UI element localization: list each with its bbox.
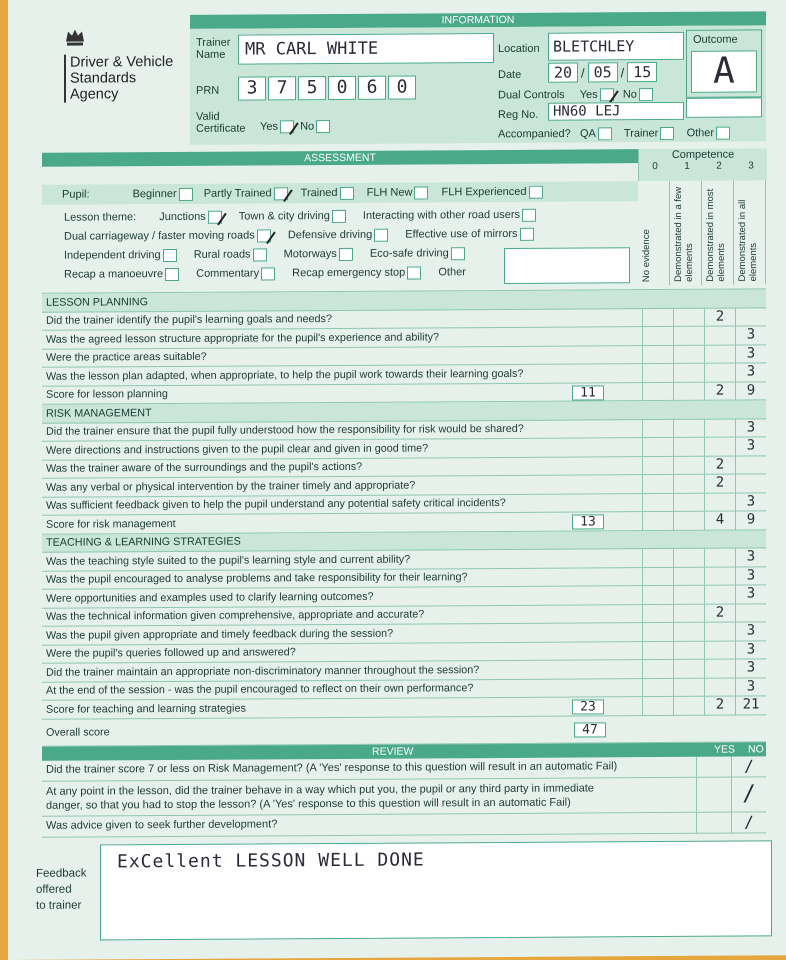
review-row: Was advice given to seek further development? / bbox=[42, 812, 766, 837]
date-label: Date bbox=[498, 68, 522, 82]
prn-digit[interactable]: 6 bbox=[358, 76, 386, 100]
location-field[interactable]: BLETCHLEY bbox=[548, 32, 684, 61]
score-cell-2[interactable]: 2 bbox=[704, 456, 735, 474]
agency-name: Driver & Vehicle Standards Agency bbox=[64, 54, 173, 103]
information-header: INFORMATION bbox=[190, 11, 766, 29]
section-score[interactable]: 11 bbox=[572, 385, 604, 400]
valid-cert-yes-checkbox[interactable] bbox=[280, 120, 294, 133]
flh-experienced-checkbox[interactable] bbox=[529, 185, 543, 198]
qa-checkbox[interactable] bbox=[598, 127, 612, 140]
score-cell-3[interactable]: 21 bbox=[735, 696, 766, 714]
score-cell-0[interactable] bbox=[642, 493, 673, 511]
prn-digit[interactable]: 0 bbox=[388, 76, 416, 100]
score-cell-2[interactable] bbox=[704, 419, 735, 437]
trained-checkbox[interactable] bbox=[340, 186, 354, 199]
score-cell-2[interactable]: 2 bbox=[704, 697, 735, 715]
score-cell-0[interactable] bbox=[642, 586, 673, 604]
question-text: Was the technical information given comprehensive, appropriate and accurate? bbox=[46, 608, 425, 624]
commentary-checkbox[interactable] bbox=[261, 267, 275, 280]
score-cell-3[interactable]: 3 bbox=[735, 326, 766, 344]
lesson-theme: Lesson theme: Junctions Town & city driving Interacting with other road users Dual carriageway / faster moving roads Defensive driving Effective use of mirrors Independent driving Rural roads Motorways Eco-safe driving Recap a manoeuvre Commentary Recap emergency stop Other bbox=[42, 205, 638, 291]
dual-controls-no-checkbox[interactable] bbox=[639, 88, 653, 101]
score-cell-3[interactable]: 3 bbox=[735, 659, 766, 677]
score-cell-0[interactable] bbox=[642, 512, 673, 530]
town-city-checkbox[interactable] bbox=[332, 210, 346, 223]
score-cell-3[interactable]: 3 bbox=[735, 493, 766, 511]
score-cell-1[interactable] bbox=[673, 549, 704, 567]
review-yes-cell[interactable] bbox=[696, 813, 731, 833]
recap-manoeuvre-checkbox[interactable] bbox=[165, 268, 179, 281]
review-yes-cell[interactable] bbox=[696, 778, 731, 812]
question-text: Was the lesson plan adapted, when appropriate, to help the pupil work towards their learning goals? bbox=[46, 367, 524, 383]
score-cell-2[interactable] bbox=[704, 678, 735, 696]
score-cell-2[interactable]: 2 bbox=[704, 308, 735, 326]
pupil-row: Pupil: Beginner Partly Trained Trained FLH New FLH Experienced bbox=[42, 181, 638, 205]
other-theme-field[interactable] bbox=[504, 247, 630, 284]
competence-header: Competence 0 1 2 3 bbox=[638, 148, 767, 181]
question-text: Was the pupil given appropriate and timely feedback during the session? bbox=[46, 627, 394, 642]
score-cell-3[interactable]: 3 bbox=[735, 585, 766, 603]
trainer-name-label: Trainer Name bbox=[196, 36, 231, 61]
score-cell-3[interactable] bbox=[735, 456, 766, 474]
score-cell-1[interactable] bbox=[673, 678, 704, 696]
trainer-checkbox[interactable] bbox=[660, 127, 674, 140]
section-lesson-planning: LESSON PLANNING bbox=[42, 289, 766, 312]
rural-checkbox[interactable] bbox=[253, 248, 267, 261]
date-field[interactable]: 20 / 05 / 15 bbox=[548, 62, 657, 83]
score-cell-1[interactable] bbox=[673, 456, 704, 474]
score-cell-3[interactable]: 3 bbox=[735, 678, 766, 696]
score-cell-0[interactable] bbox=[642, 308, 673, 326]
other-checkbox[interactable] bbox=[716, 127, 730, 140]
outcome-field[interactable]: A bbox=[691, 50, 757, 92]
question-text: Were directions and instructions given to the pupil clear and given in good time? bbox=[46, 442, 429, 457]
score-cell-3[interactable]: 3 bbox=[735, 548, 766, 566]
score-cell-1[interactable] bbox=[673, 345, 704, 363]
flh-new-checkbox[interactable] bbox=[414, 186, 428, 199]
score-cell-2[interactable] bbox=[704, 364, 735, 382]
review-no-cell[interactable]: / bbox=[731, 777, 766, 811]
score-cell-0[interactable] bbox=[642, 327, 673, 345]
prn-digit[interactable]: 7 bbox=[268, 76, 296, 100]
question-text: Was the agreed lesson structure appropriate for the pupil's experience and ability? bbox=[46, 331, 439, 346]
question-text: At the end of the session - was the pupil encouraged to reflect on their own performance? bbox=[46, 682, 474, 698]
score-cell-0[interactable] bbox=[642, 697, 673, 715]
score-cell-3[interactable] bbox=[735, 308, 766, 326]
score-cell-3[interactable]: 3 bbox=[735, 437, 766, 455]
score-cell-3[interactable] bbox=[735, 604, 766, 622]
interacting-checkbox[interactable] bbox=[522, 208, 536, 221]
crest-icon bbox=[64, 28, 86, 48]
overall-score[interactable]: 47 bbox=[574, 722, 606, 737]
score-cell-1[interactable] bbox=[673, 641, 704, 659]
score-cell-2[interactable]: 2 bbox=[704, 604, 735, 622]
score-cell-2[interactable] bbox=[704, 660, 735, 678]
review-no-cell[interactable]: / bbox=[731, 812, 766, 832]
question-text: Did the trainer maintain an appropriate non-discriminatory manner throughout the session? bbox=[46, 663, 480, 679]
score-cell-1[interactable] bbox=[673, 382, 704, 400]
reg-label: Reg No. bbox=[498, 108, 539, 122]
question-text: Was the trainer aware of the surroundings and the pupil's actions? bbox=[46, 461, 363, 476]
score-cell-1[interactable] bbox=[673, 697, 704, 715]
dual-controls-yes-checkbox[interactable] bbox=[600, 88, 614, 101]
feedback-label: Feedback offered to trainer bbox=[36, 867, 87, 912]
score-cell-1[interactable] bbox=[673, 604, 704, 622]
score-cell-0[interactable] bbox=[642, 678, 673, 696]
score-cell-0[interactable] bbox=[642, 475, 673, 493]
valid-cert-options: Yes No bbox=[260, 120, 330, 133]
location-label: Location bbox=[498, 42, 540, 56]
review-no-cell[interactable]: / bbox=[731, 756, 766, 776]
question-text: Were the practice areas suitable? bbox=[46, 351, 207, 365]
dual-controls: Dual Controls Yes No bbox=[498, 88, 653, 102]
question-text: Was the pupil encouraged to analyse problems and take responsibility for their learning? bbox=[46, 571, 468, 587]
form-code bbox=[590, 0, 715, 1]
question-text: Was the teaching style suited to the pupil's learning style and current ability? bbox=[46, 553, 411, 568]
beginner-checkbox[interactable] bbox=[179, 187, 193, 200]
assessment-table bbox=[42, 288, 766, 746]
score-cell-1[interactable] bbox=[673, 308, 704, 326]
score-cell-2[interactable] bbox=[704, 327, 735, 345]
prn-field[interactable] bbox=[238, 76, 416, 101]
score-cell-1[interactable] bbox=[673, 512, 704, 530]
score-cell-1[interactable] bbox=[673, 364, 704, 382]
question-text: Was any verbal or physical intervention by the trainer timely and appropriate? bbox=[46, 479, 416, 494]
review-yes-cell[interactable] bbox=[696, 757, 731, 777]
date-year[interactable]: 15 bbox=[627, 62, 657, 82]
score-label: Score for lesson planning bbox=[46, 388, 168, 402]
score-cell-3[interactable]: 3 bbox=[735, 641, 766, 659]
section-risk-management: RISK MANAGEMENT bbox=[42, 400, 766, 423]
assessment-header: ASSESSMENT bbox=[42, 149, 638, 167]
overall-score-row: Overall score 47 bbox=[42, 715, 766, 746]
form-page bbox=[8, 0, 786, 960]
prn-digit[interactable]: 5 bbox=[298, 76, 326, 100]
score-cell-1[interactable] bbox=[673, 586, 704, 604]
outcome-box bbox=[686, 29, 762, 97]
score-cell-3[interactable]: 3 bbox=[735, 567, 766, 585]
score-cell-1[interactable] bbox=[673, 623, 704, 641]
score-cell-2[interactable] bbox=[704, 641, 735, 659]
question-text: Were the pupil's queries followed up and answered? bbox=[46, 646, 296, 661]
score-cell-2[interactable]: 2 bbox=[704, 382, 735, 400]
review-row: Did the trainer score 7 or less on Risk Management? (A 'Yes' response to this question will result in an automatic Fail) / bbox=[42, 756, 766, 781]
independent-checkbox[interactable] bbox=[163, 249, 177, 262]
outcome-extra-box bbox=[686, 97, 762, 117]
score-cell-3[interactable]: 3 bbox=[735, 419, 766, 437]
question-text: Did the trainer ensure that the pupil fully understood how the responsibility for risk would be shared? bbox=[46, 423, 524, 439]
review-header: REVIEW YES NO bbox=[42, 742, 766, 760]
score-cell-2[interactable]: 2 bbox=[704, 475, 735, 493]
section-teaching: TEACHING & LEARNING STRATEGIES bbox=[42, 530, 766, 553]
score-cell-2[interactable]: 4 bbox=[704, 512, 735, 530]
accompanied: Accompanied? QA Trainer Other bbox=[498, 127, 730, 141]
valid-certificate-label: Valid Certificate bbox=[196, 110, 246, 135]
question-text: Were opportunities and examples used to clarify learning outcomes? bbox=[46, 590, 374, 605]
score-cell-0[interactable] bbox=[642, 641, 673, 659]
score-cell-0[interactable] bbox=[642, 364, 673, 382]
score-cell-3[interactable]: 9 bbox=[735, 511, 766, 529]
score-label: Score for teaching and learning strategies bbox=[46, 702, 246, 716]
dual-carriageway-checkbox[interactable] bbox=[257, 229, 271, 242]
score-cell-1[interactable] bbox=[673, 475, 704, 493]
score-cell-2[interactable] bbox=[704, 438, 735, 456]
score-label: Score for risk management bbox=[46, 517, 176, 531]
feedback-field[interactable]: ExCellent LESSON WELL DONE bbox=[100, 840, 772, 940]
score-cell-0[interactable] bbox=[642, 660, 673, 678]
question-text: Was sufficient feedback given to help the pupil understand any potential safety critical incidents? bbox=[46, 497, 506, 513]
score-cell-2[interactable] bbox=[704, 345, 735, 363]
partly-trained-checkbox[interactable] bbox=[274, 187, 288, 200]
score-cell-3[interactable]: 3 bbox=[735, 622, 766, 640]
score-cell-0[interactable] bbox=[642, 382, 673, 400]
review-table bbox=[42, 756, 766, 837]
score-cell-2[interactable] bbox=[704, 549, 735, 567]
prn-label: PRN bbox=[196, 84, 220, 97]
eco-checkbox[interactable] bbox=[451, 247, 465, 260]
score-cell-3[interactable]: 9 bbox=[735, 382, 766, 400]
score-cell-0[interactable] bbox=[642, 345, 673, 363]
junctions-checkbox[interactable] bbox=[208, 210, 222, 223]
score-cell-0[interactable] bbox=[642, 419, 673, 437]
score-cell-3[interactable] bbox=[735, 474, 766, 492]
date-day[interactable]: 20 bbox=[548, 63, 578, 83]
score-cell-0[interactable] bbox=[642, 438, 673, 456]
competence-descriptors: No evidence Demonstrated in a few elements Demonstrated in most elements Demonstrated in all elements bbox=[638, 180, 766, 285]
trainer-name-field[interactable]: MR CARL WHITE bbox=[238, 33, 494, 65]
defensive-checkbox[interactable] bbox=[374, 228, 388, 241]
score-cell-1[interactable] bbox=[673, 493, 704, 511]
reg-field[interactable]: HN60 LEJ bbox=[548, 102, 684, 121]
score-cell-1[interactable] bbox=[673, 327, 704, 345]
score-cell-0[interactable] bbox=[642, 567, 673, 585]
section-score[interactable]: 23 bbox=[572, 699, 604, 714]
motorways-checkbox[interactable] bbox=[339, 247, 353, 260]
score-cell-0[interactable] bbox=[642, 549, 673, 567]
score-cell-1[interactable] bbox=[673, 438, 704, 456]
valid-cert-no-checkbox[interactable] bbox=[316, 120, 330, 133]
score-cell-2[interactable] bbox=[704, 493, 735, 511]
date-month[interactable]: 05 bbox=[588, 62, 618, 82]
section-score[interactable]: 13 bbox=[572, 514, 604, 529]
score-cell-1[interactable] bbox=[673, 419, 704, 437]
prn-digit[interactable]: 0 bbox=[328, 76, 356, 100]
score-cell-1[interactable] bbox=[673, 660, 704, 678]
mirrors-checkbox[interactable] bbox=[520, 227, 534, 240]
recap-stop-checkbox[interactable] bbox=[407, 266, 421, 279]
review-row: At any point in the lesson, did the trainer behave in a way which put you, the pupil or any third party in immediate danger, so that you had to stop the lesson? (A 'Yes' response to this question will result in an automatic Fail) / bbox=[42, 777, 766, 816]
score-cell-0[interactable] bbox=[642, 456, 673, 474]
score-cell-2[interactable] bbox=[704, 586, 735, 604]
score-cell-3[interactable]: 3 bbox=[735, 363, 766, 381]
score-cell-2[interactable] bbox=[704, 623, 735, 641]
score-cell-2[interactable] bbox=[704, 567, 735, 585]
prn-digit[interactable]: 3 bbox=[238, 76, 266, 100]
score-cell-0[interactable] bbox=[642, 623, 673, 641]
score-cell-3[interactable]: 3 bbox=[735, 345, 766, 363]
question-text: Did the trainer identify the pupil's learning goals and needs? bbox=[46, 313, 332, 328]
score-cell-0[interactable] bbox=[642, 604, 673, 622]
score-cell-1[interactable] bbox=[673, 567, 704, 585]
outcome-label: Outcome bbox=[693, 33, 738, 46]
